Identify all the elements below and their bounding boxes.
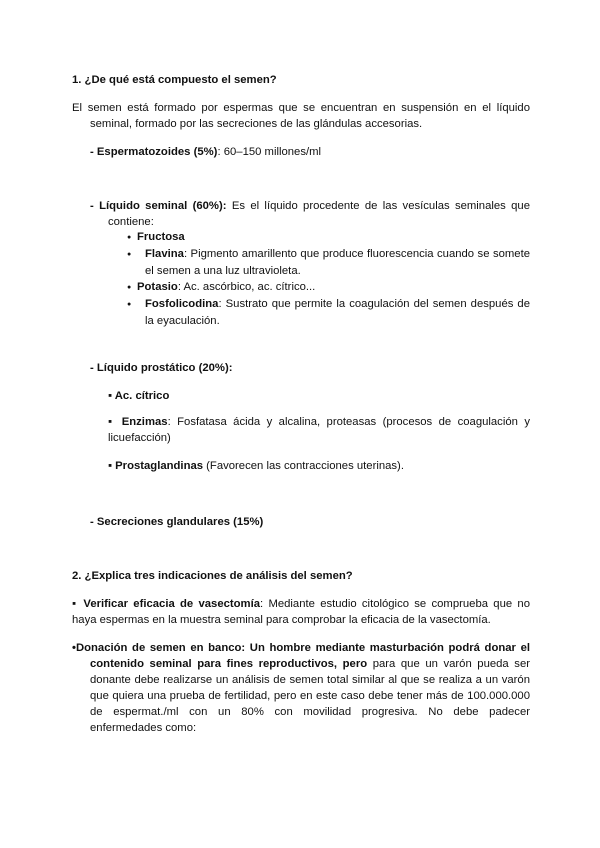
espermatozoides-label: - Espermatozoides (5%)	[90, 146, 218, 158]
donacion-label: •Donación de semen en banco: Un hombre mediante masturbación podrá donar el contenido seminal para fines reproductivos, pero	[72, 642, 530, 670]
item-desc: : Ac. ascórbico, ac. cítrico...	[177, 281, 316, 293]
question-1-title: 1. ¿De qué está compuesto el semen?	[72, 74, 277, 86]
liquido-seminal-label: - Líquido seminal (60%):	[90, 200, 227, 212]
list-item	[127, 279, 530, 296]
item-name: ▪ Enzimas	[108, 416, 168, 428]
prostatico-item-3	[108, 458, 530, 474]
item-desc: (Favorecen las contracciones uterinas).	[203, 460, 404, 472]
item-desc: : Fosfatasa ácida y alcalina, proteasas (procesos de coagulación y licuefacción)	[108, 416, 530, 444]
vasectomia-paragraph	[72, 596, 530, 628]
prostatico-item-2	[108, 414, 530, 446]
vasectomia-text: : Mediante estudio citológico se comprueba que no haya espermas en la muestra seminal para comprobar la eficacia de la vasectomía.	[72, 598, 530, 626]
item-name: Flavina	[145, 248, 184, 260]
donacion-paragraph	[72, 640, 530, 736]
item-name: ▪ Prostaglandinas	[108, 460, 204, 472]
item-desc: : Sustrato que permite la coagulación del semen después de la eyaculación.	[145, 298, 530, 327]
item-desc: : Pigmento amarillento que produce fluorescencia cuando se somete el semen a una luz ultravioleta.	[145, 248, 530, 277]
intro-text-content: El semen está formado por espermas que se encuentran en suspensión en el líquido seminal, formado por las secreciones de las glándulas accesorias.	[72, 102, 530, 130]
item-name: ▪ Ac. cítrico	[108, 390, 170, 402]
question-2-title: 2. ¿Explica tres indicaciones de análisis del semen?	[72, 570, 353, 582]
item-name: Fructosa	[137, 231, 185, 243]
list-item	[127, 229, 530, 246]
liquido-seminal-line	[90, 198, 530, 230]
liquido-seminal-list	[127, 229, 530, 329]
intro-text	[72, 100, 530, 132]
item-name: Potasio	[137, 281, 178, 293]
espermatozoides-text: : 60–150 millones/ml	[217, 146, 322, 158]
secreciones-label: - Secreciones glandulares (15%)	[90, 516, 264, 528]
intro-paragraph	[72, 100, 530, 132]
donacion-text: para que un varón pueda ser donante debe realizarse un análisis de semen total similar al que se realiza a un varón que quiera una prueba de fertilidad, pero en este caso debe tener más de 100.000.000 de espermat./ml con un 80% con movilidad progresiva. No debe padecer enfermedades como:	[90, 658, 530, 734]
espermatozoides-line	[90, 144, 530, 160]
item-name: Fosfolicodina	[145, 298, 219, 310]
list-item	[127, 296, 530, 329]
liquido-prostatico-label: - Líquido prostático (20%):	[90, 362, 233, 374]
prostatico-item-1	[108, 388, 530, 404]
list-item	[127, 246, 530, 279]
liquido-seminal-text: Es el líquido procedente de las vesículas seminales que contiene:	[108, 200, 530, 228]
vasectomia-label: ▪ Verificar eficacia de vasectomía	[72, 598, 261, 610]
